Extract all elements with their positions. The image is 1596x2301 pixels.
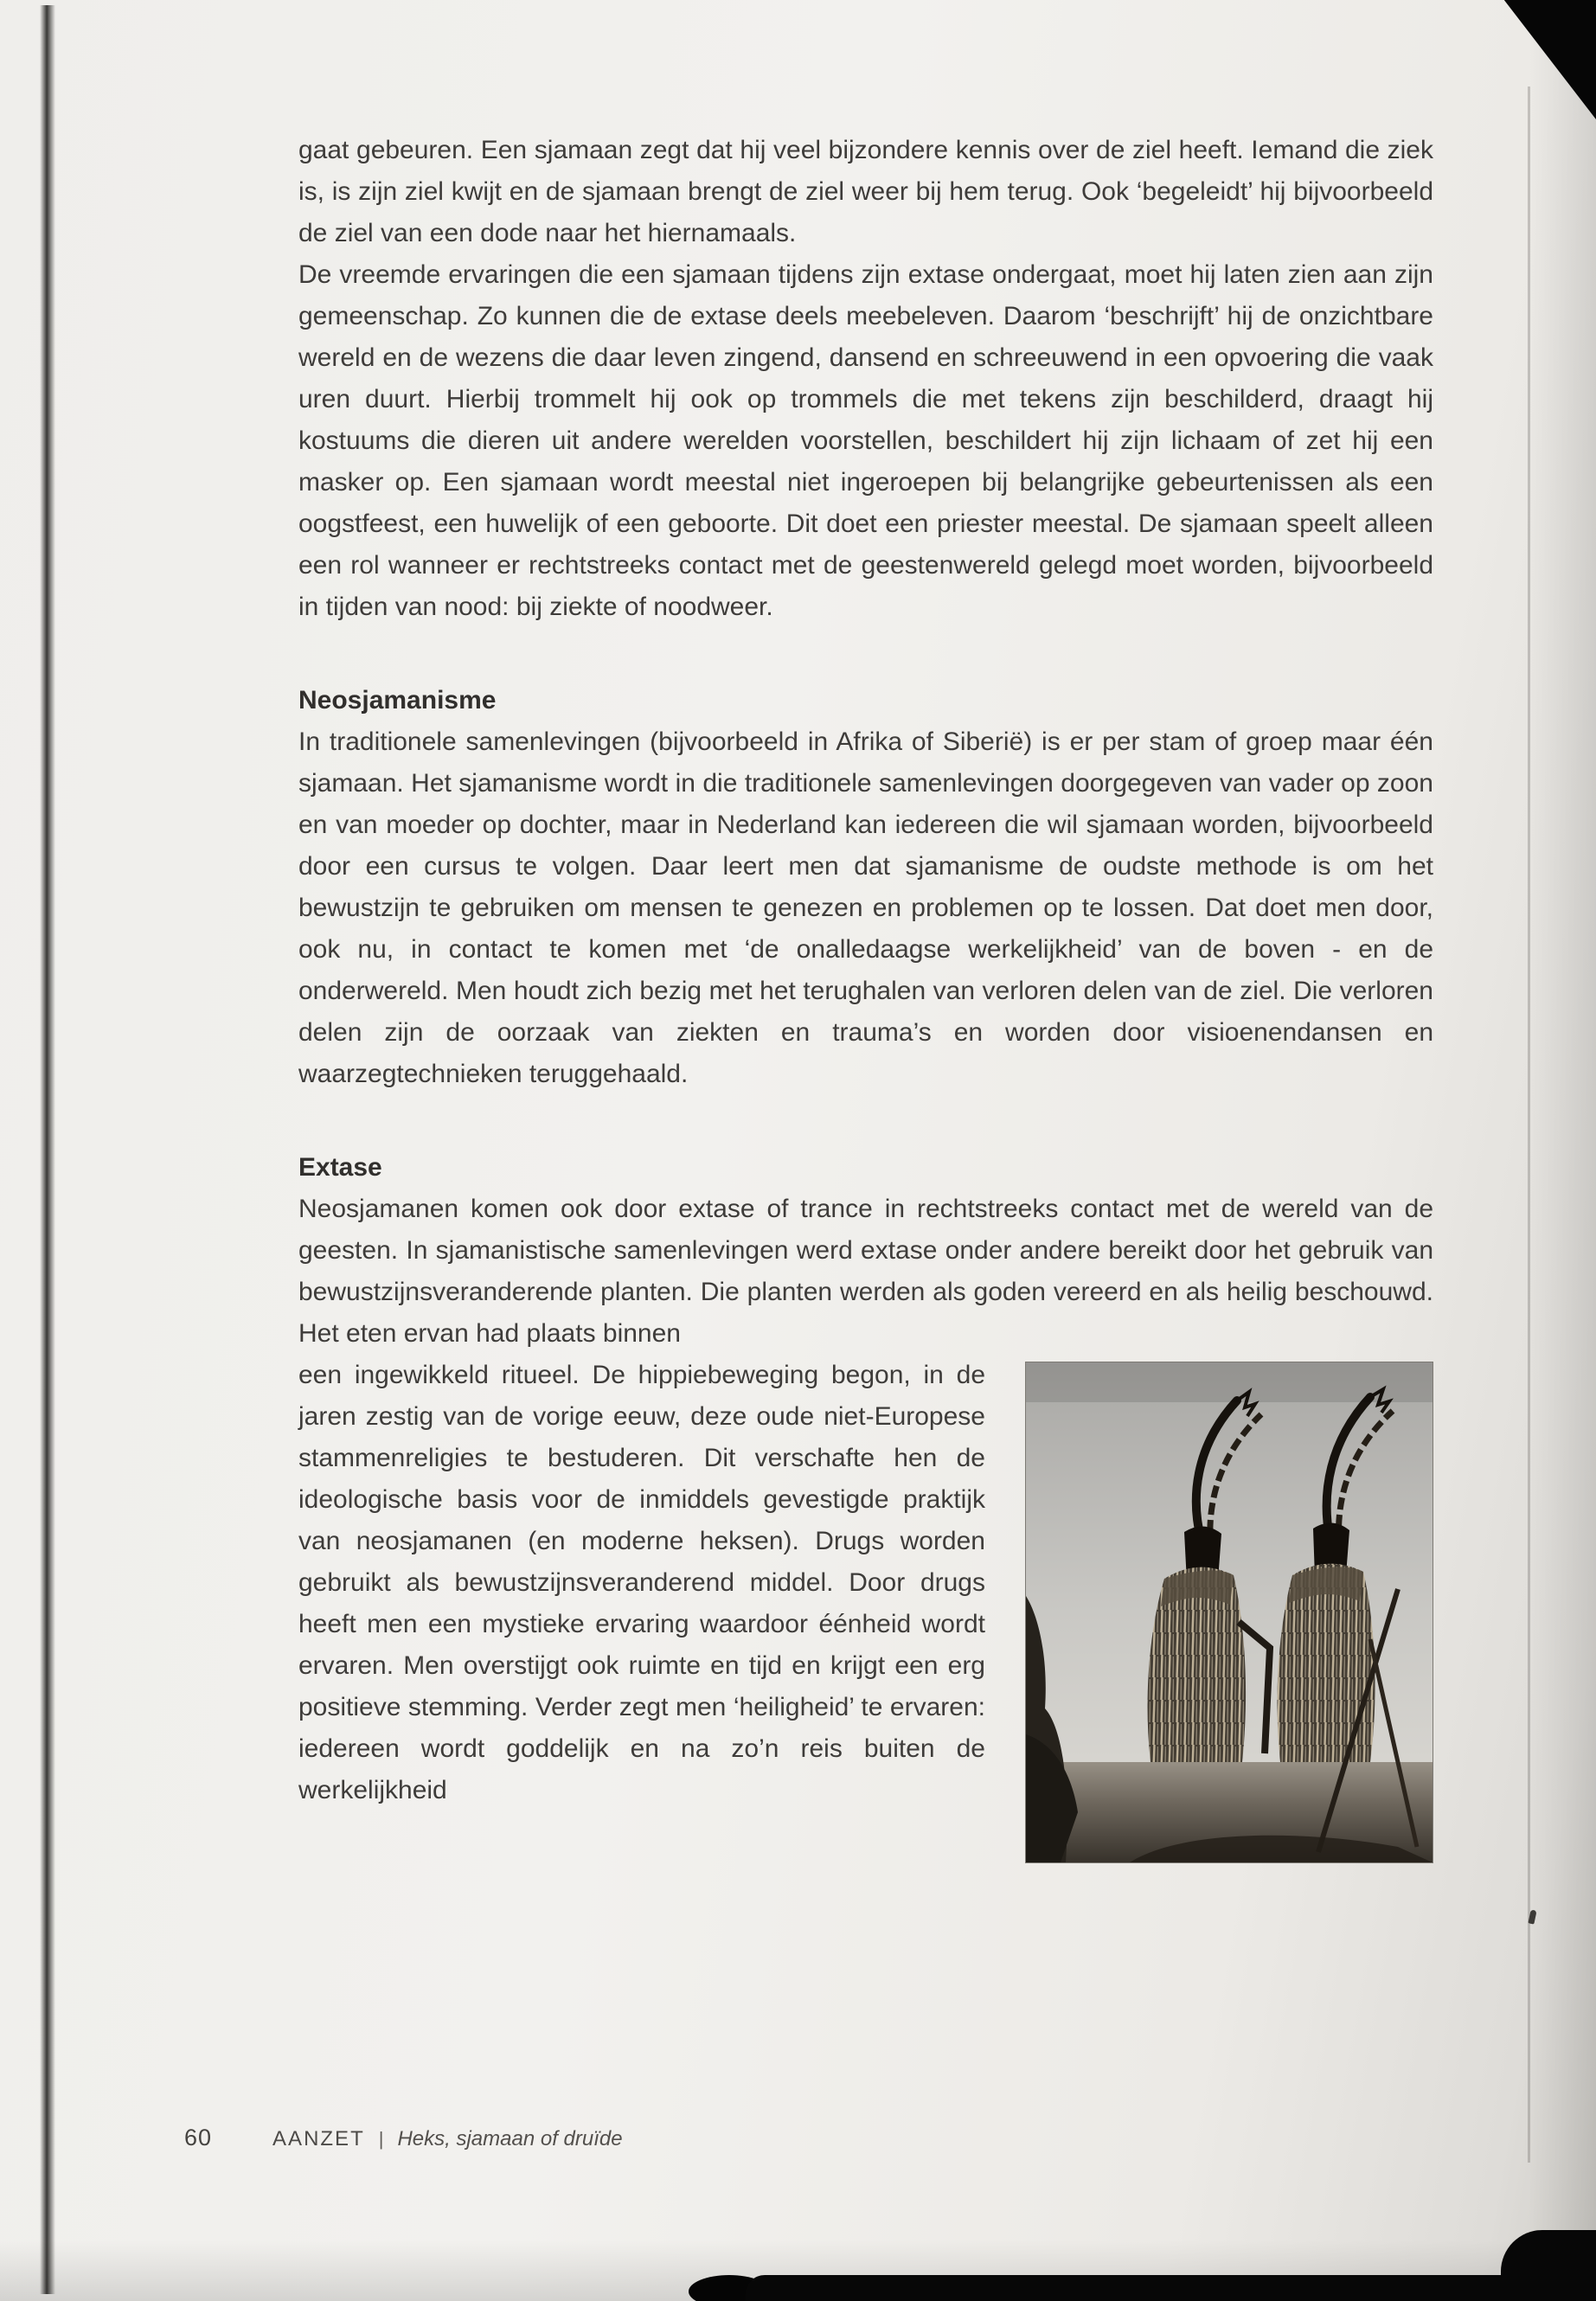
shaman-dancers-photo-art <box>1026 1362 1433 1862</box>
page-crease <box>1528 87 1530 2163</box>
paragraph-soul-knowledge: gaat gebeuren. Een sjamaan zegt dat hij veel bijzondere kennis over de ziel heeft. Iemand die ziek is, is zijn ziel kwijt en de sjamaan brengt de ziel weer bij hem terug. Ook ‘begeleidt’ hij bijvoorbeeld de ziel van een dode naar het hiernamaals. <box>298 136 1433 247</box>
book-spine-shadow <box>40 5 55 2294</box>
page-number: 60 <box>184 2125 213 2150</box>
page-footer <box>184 2125 623 2151</box>
scan-corner-bottom-right <box>1501 2230 1596 2301</box>
heading-extase: Extase <box>298 1153 382 1182</box>
page-edge-shade <box>1529 0 1596 2301</box>
paragraph-with-photo <box>298 1355 1433 1811</box>
heading-neosjamanisme: Neosjamanisme <box>298 686 497 715</box>
shaman-dancers-photo <box>1025 1362 1433 1863</box>
paragraph-neosjamanisme: In traditionele samenlevingen (bijvoorbeeld in Afrika of Siberië) is er per stam of groep maar één sjamaan. Het sjamanisme wordt in die traditionele samenlevingen doorgegeven van vader op zoon en van moeder op dochter, maar in Nederland kan iedereen die wil sjamaan worden, bijvoorbeeld door een cursus te volgen. Daar leert men dat sjamanisme de oudste methode is om het bewustzijn te gebruiken om mensen te genezen en problemen op te lossen. Dat doet men door, ook nu, in contact te komen met ‘de onalledaagse werkelijkheid’ van de boven - en de onderwereld. Men houdt zich bezig met het terughalen van verloren delen van de ziel. Die verloren delen zijn de oorzaak van ziekten en trauma’s en worden door visioenendansen en waarzegtechnieken teruggehaald. <box>298 727 1433 1088</box>
chapter-title: Heks, sjamaan of druïde <box>397 2127 623 2150</box>
paragraph-extase-intro: Neosjamanen komen ook door extase of trance in rechtstreeks contact met de wereld van de geesten. In sjamanistische samenlevingen werd extase onder andere bereikt door het gebruik van bewustzijnsveranderende planten. Die planten werden als goden vereerd en als heilig beschouwd. Het eten ervan had plaats binnen <box>298 1195 1433 1348</box>
paragraph-extase-beside-photo: een ingewikkeld ritueel. De hippiebeweging begon, in de jaren zestig van de vorige eeuw, deze oude niet-Europese stammenreligies te bestuderen. Dit verschafte hen de ideologische basis voor de inmiddels gevestigde praktijk van neosjamanen (en moderne heksen). Drugs worden gebruikt als bewustzijnsveranderend middel. Door drugs heeft men een mystieke ervaring waardoor éénheid wordt ervaren. Men overstijgt ook ruimte en tijd en krijgt een erg positieve stemming. Verder zegt men ‘heiligheid’ te ervaren: iedereen wordt goddelijk en na zo’n reis buiten de werkelijkheid <box>298 1361 985 1804</box>
scan-black-edge-bottom <box>746 2275 1596 2301</box>
series-title: AANZET <box>272 2127 365 2150</box>
paragraph-ecstasy-performance: De vreemde ervaringen die een sjamaan tijdens zijn extase ondergaat, moet hij laten zien aan zijn gemeenschap. Zo kunnen die de extase deels meebeleven. Daarom ‘beschrijft’ hij de onzichtbare wereld en de wezens die daar leven zingend, dansend en schreeuwend in een opvoering die vaak uren duurt. Hierbij trommelt hij ook op trommels die met tekens zijn beschilderd, draagt hij kostuums die dieren uit andere werelden voorstellen, beschildert hij zijn lichaam of zet hij een masker op. Een sjamaan wordt meestal niet ingeroepen bij belangrijke gebeurtenissen als een oogstfeest, een huwelijk of een geboorte. Dit doet een priester meestal. De sjamaan speelt alleen een rol wanneer er rechtstreeks contact met de geestenwereld gelegd moet worden, bijvoorbeeld in tijden van nood: bij ziekte of noodweer. <box>298 260 1433 621</box>
page-text-column <box>298 130 1433 1875</box>
footer-separator: | <box>378 2128 384 2150</box>
